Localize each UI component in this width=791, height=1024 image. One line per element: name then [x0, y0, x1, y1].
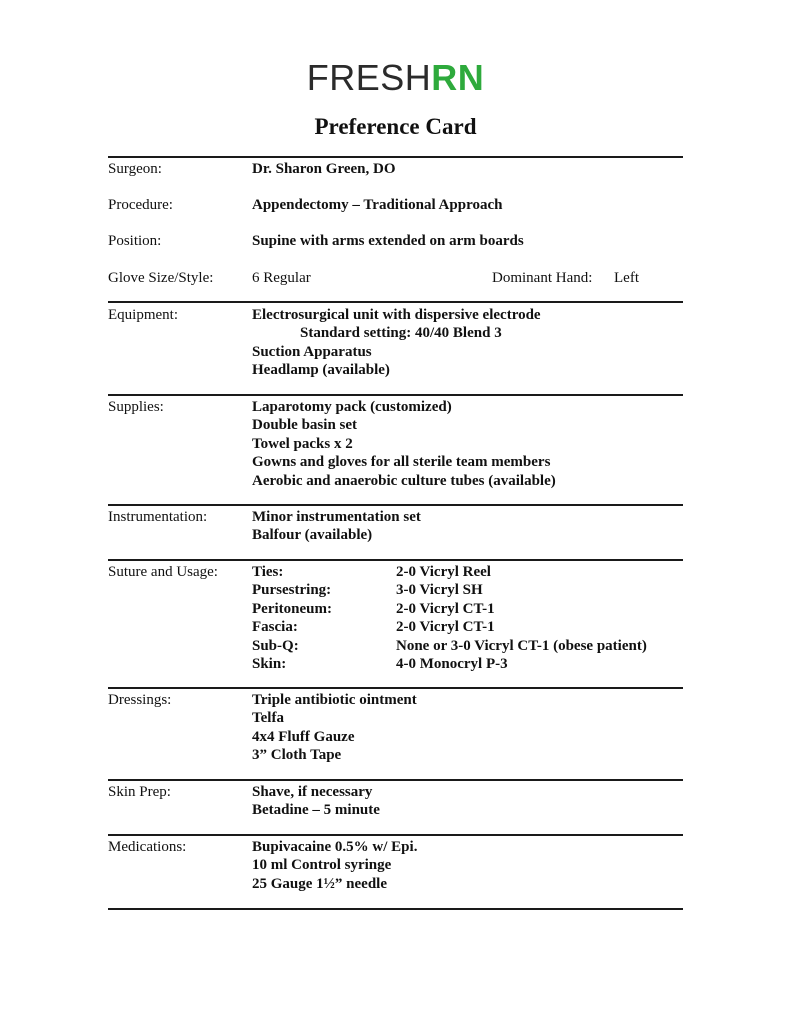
- position-text: Supine with arms extended on arm boards: [252, 233, 524, 249]
- list-item: Gowns and gloves for all sterile team members: [252, 454, 551, 471]
- list-item: Double basin set: [252, 417, 358, 434]
- list-item: Triple antibiotic ointment: [252, 692, 417, 708]
- divider: [108, 301, 683, 303]
- dominant-hand-value: Left: [614, 270, 639, 286]
- surgeon-label: Surgeon:: [108, 161, 162, 177]
- procedure-value: [252, 196, 502, 214]
- medications-label: Medications:: [108, 839, 187, 855]
- instrumentation-list: [252, 508, 421, 545]
- suture-type: 2-0 Vicryl Reel: [396, 564, 491, 580]
- divider: [108, 156, 683, 158]
- instrumentation-label: Instrumentation:: [108, 509, 208, 525]
- suture-type: 4-0 Monocryl P-3: [396, 655, 508, 672]
- list-item: Electrosurgical unit with dispersive electrode: [252, 307, 541, 323]
- list-item: Betadine – 5 minute: [252, 802, 380, 819]
- supplies-list: [252, 398, 556, 490]
- freshrn-logo: [0, 58, 791, 98]
- suture-use: Ties:: [252, 564, 284, 580]
- list-item: 25 Gauge 1½” needle: [252, 875, 387, 892]
- procedure-label: Procedure:: [108, 197, 173, 213]
- list-item: Laparotomy pack (customized): [252, 399, 452, 415]
- list-item: 4x4 Fluff Gauze: [252, 728, 355, 745]
- list-item: Balfour (available): [252, 527, 373, 544]
- dressings-label: Dressings:: [108, 692, 172, 708]
- dressings-list: [252, 691, 417, 765]
- list-item: 10 ml Control syringe: [252, 857, 392, 874]
- position-value: [252, 232, 524, 250]
- list-item: 3” Cloth Tape: [252, 747, 342, 764]
- list-item: Telfa: [252, 710, 284, 727]
- suture-label: Suture and Usage:: [108, 564, 218, 580]
- glove-label: Glove Size/Style:: [108, 270, 214, 286]
- list-item: Bupivacaine 0.5% w/ Epi.: [252, 839, 418, 855]
- list-item: Aerobic and anaerobic culture tubes (available): [252, 472, 556, 489]
- divider: [108, 908, 683, 910]
- divider: [108, 834, 683, 836]
- surgeon-name: Dr. Sharon Green, DO: [252, 161, 396, 177]
- suture-use: Pursestring:: [252, 582, 332, 599]
- list-item: Shave, if necessary: [252, 784, 373, 800]
- suture-use: Peritoneum:: [252, 600, 332, 617]
- divider: [108, 779, 683, 781]
- list-item: Standard setting: 40/40 Blend 3: [300, 325, 502, 342]
- suture-type: 3-0 Vicryl SH: [396, 582, 483, 599]
- list-item: Minor instrumentation set: [252, 509, 421, 525]
- divider: [108, 559, 683, 561]
- supplies-label: Supplies:: [108, 399, 164, 415]
- divider: [108, 687, 683, 689]
- suture-use: Sub-Q:: [252, 637, 299, 654]
- surgeon-value: [252, 160, 396, 178]
- equipment-list: [252, 306, 541, 380]
- glove-size: 6 Regular: [252, 270, 311, 286]
- skin-prep-label: Skin Prep:: [108, 784, 171, 800]
- logo-rn: RN: [431, 57, 485, 98]
- divider: [108, 504, 683, 506]
- procedure-name: Appendectomy – Traditional Approach: [252, 197, 503, 213]
- suture-type: 2-0 Vicryl CT-1: [396, 600, 495, 617]
- list-item: Towel packs x 2: [252, 435, 353, 452]
- suture-use: Fascia:: [252, 619, 298, 636]
- glove-value: [252, 269, 311, 287]
- equipment-label: Equipment:: [108, 307, 178, 323]
- suture-type: None or 3-0 Vicryl CT-1 (obese patient): [396, 637, 647, 654]
- divider: [108, 394, 683, 396]
- position-label: Position:: [108, 233, 162, 249]
- medications-list: [252, 838, 417, 893]
- logo-fresh: FRESH: [306, 57, 432, 98]
- suture-type: 2-0 Vicryl CT-1: [396, 619, 495, 636]
- list-item: Headlamp (available): [252, 362, 390, 379]
- page-title: Preference Card: [314, 114, 477, 139]
- list-item: Suction Apparatus: [252, 343, 372, 360]
- dominant-hand-label: Dominant Hand:: [492, 270, 593, 286]
- skin-prep-list: [252, 783, 380, 820]
- suture-use: Skin:: [252, 655, 287, 672]
